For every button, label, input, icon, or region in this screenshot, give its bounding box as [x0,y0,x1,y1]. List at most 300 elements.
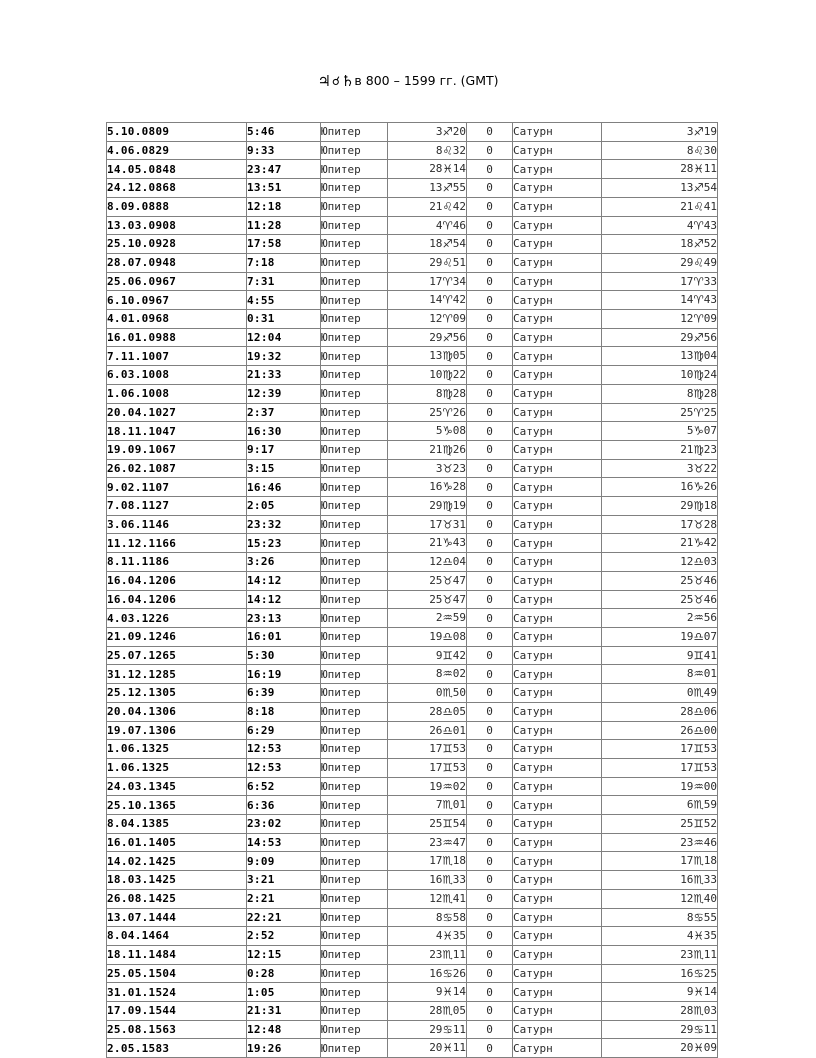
cell-time: 3:15 [247,459,321,478]
cell-time: 21:33 [247,366,321,385]
cell-orb: 0 [467,291,513,310]
cell-body-jupiter: Юпитер [321,422,388,441]
degrees-value: 18 [429,237,443,251]
zodiac-sign-icon: ♓ [693,161,704,176]
cell-date: 31.01.1524 [107,983,247,1002]
cell-orb: 0 [467,777,513,796]
degrees-value: 4 [435,929,443,943]
zodiac-sign-icon: ♒ [693,779,704,794]
cell-position-jupiter [388,422,467,441]
degrees-value: 13 [680,181,694,195]
degrees-value: 28 [680,162,694,176]
minutes-value: 52 [703,237,717,251]
cell-body-saturn: Сатурн [513,833,602,852]
degrees-value: 8 [686,910,694,924]
cell-body-saturn: Сатурн [513,478,602,497]
cell-time: 12:53 [247,758,321,777]
zodiac-sign-icon: ♏ [442,797,453,812]
minutes-value: 05 [452,704,466,718]
degrees-value: 4 [435,218,443,232]
cell-position-saturn [602,422,718,441]
cell-body-saturn: Сатурн [513,815,602,834]
cell-position-saturn [602,833,718,852]
minutes-value: 54 [703,181,717,195]
cell-orb: 0 [467,665,513,684]
cell-date: 1.06.1325 [107,758,247,777]
cell-time: 16:30 [247,422,321,441]
cell-position-jupiter [388,983,467,1002]
table-row [107,216,718,235]
table-row [107,665,718,684]
table-row [107,889,718,908]
degrees-value: 17 [429,742,443,756]
degrees-value: 20 [429,1041,443,1055]
cell-body-jupiter: Юпитер [321,758,388,777]
cell-body-jupiter: Юпитер [321,702,388,721]
zodiac-sign-icon: ♓ [442,928,453,943]
minutes-value: 07 [703,424,717,438]
zodiac-sign-icon: ♉ [442,461,453,476]
cell-position-jupiter [388,721,467,740]
cell-orb: 0 [467,440,513,459]
degrees-value: 21 [429,199,443,213]
minutes-value: 42 [703,536,717,550]
degrees-value: 29 [680,1022,694,1036]
table-row [107,758,718,777]
minutes-value: 14 [703,985,717,999]
zodiac-sign-icon: ♏ [693,872,704,887]
cell-body-saturn: Сатурн [513,1020,602,1039]
minutes-value: 50 [452,686,466,700]
cell-time: 8:18 [247,702,321,721]
zodiac-sign-icon: ♒ [442,610,453,625]
cell-orb: 0 [467,609,513,628]
cell-position-jupiter [388,908,467,927]
table-row [107,646,718,665]
zodiac-sign-icon: ♓ [442,1040,453,1055]
degrees-value: 8 [435,667,443,681]
cell-date: 25.05.1504 [107,964,247,983]
conjunction-icon: ☌ [331,74,340,88]
cell-body-saturn: Сатурн [513,684,602,703]
cell-body-jupiter: Юпитер [321,253,388,272]
degrees-value: 23 [680,835,694,849]
cell-position-saturn [602,740,718,759]
zodiac-sign-icon: ♏ [442,872,453,887]
minutes-value: 46 [452,218,466,232]
cell-position-jupiter [388,590,467,609]
cell-date: 13.03.0908 [107,216,247,235]
cell-position-saturn [602,291,718,310]
cell-body-saturn: Сатурн [513,160,602,179]
degrees-value: 9 [435,648,443,662]
degrees-value: 12 [429,891,443,905]
cell-date: 31.12.1285 [107,665,247,684]
zodiac-sign-icon: ♐ [693,180,704,195]
cell-position-saturn [602,235,718,254]
zodiac-sign-icon: ♌ [693,199,704,214]
cell-date: 4.06.0829 [107,141,247,160]
cell-time: 6:52 [247,777,321,796]
cell-position-jupiter [388,179,467,198]
minutes-value: 41 [703,199,717,213]
table-row [107,197,718,216]
cell-body-jupiter: Юпитер [321,515,388,534]
zodiac-sign-icon: ♎ [442,704,453,719]
zodiac-sign-icon: ♏ [442,853,453,868]
cell-position-saturn [602,609,718,628]
cell-orb: 0 [467,160,513,179]
minutes-value: 32 [452,143,466,157]
minutes-value: 34 [452,274,466,288]
cell-body-jupiter: Юпитер [321,328,388,347]
minutes-value: 49 [703,686,717,700]
conjunctions-table [106,122,718,1058]
degrees-value: 0 [435,686,443,700]
minutes-value: 23 [703,442,717,456]
degrees-value: 21 [429,442,443,456]
zodiac-sign-icon: ♓ [442,161,453,176]
degrees-value: 8 [435,910,443,924]
minutes-value: 52 [703,817,717,831]
cell-body-saturn: Сатурн [513,440,602,459]
minutes-value: 26 [703,480,717,494]
zodiac-sign-icon: ♈ [442,405,453,420]
cell-body-saturn: Сатурн [513,515,602,534]
cell-date: 16.01.1405 [107,833,247,852]
degrees-value: 16 [429,966,443,980]
table-row [107,815,718,834]
degrees-value: 5 [435,424,443,438]
table-row [107,721,718,740]
zodiac-sign-icon: ♍ [442,367,453,382]
zodiac-sign-icon: ♎ [442,723,453,737]
cell-orb: 0 [467,964,513,983]
minutes-value: 22 [703,461,717,475]
cell-body-jupiter: Юпитер [321,1002,388,1021]
cell-body-saturn: Сатурн [513,553,602,572]
degrees-value: 25 [429,573,443,587]
degrees-value: 21 [680,442,694,456]
minutes-value: 14 [452,985,466,999]
degrees-value: 23 [429,835,443,849]
cell-position-saturn [602,927,718,946]
cell-date: 28.07.0948 [107,253,247,272]
minutes-value: 11 [452,1022,466,1036]
degrees-value: 17 [429,760,443,774]
table-row [107,1039,718,1058]
minutes-value: 22 [452,368,466,382]
zodiac-sign-icon: ♓ [442,984,453,999]
cell-orb: 0 [467,347,513,366]
cell-body-jupiter: Юпитер [321,796,388,815]
degrees-value: 28 [680,704,694,718]
cell-position-saturn [602,627,718,646]
degrees-value: 2 [435,611,443,625]
minutes-value: 31 [452,517,466,531]
cell-position-jupiter [388,123,467,142]
cell-orb: 0 [467,553,513,572]
conjunctions-table-body [107,123,718,1058]
minutes-value: 18 [703,499,717,513]
cell-body-saturn: Сатурн [513,609,602,628]
cell-time: 4:55 [247,291,321,310]
table-row [107,945,718,964]
cell-position-jupiter [388,702,467,721]
cell-date: 7.08.1127 [107,497,247,516]
cell-orb: 0 [467,1020,513,1039]
cell-date: 6.03.1008 [107,366,247,385]
minutes-value: 25 [703,966,717,980]
cell-time: 23:47 [247,160,321,179]
cell-position-jupiter [388,833,467,852]
degrees-value: 17 [429,854,443,868]
cell-position-jupiter [388,216,467,235]
zodiac-sign-icon: ♊ [693,741,704,756]
cell-date: 18.03.1425 [107,871,247,890]
minutes-value: 56 [452,330,466,344]
cell-date: 14.05.0848 [107,160,247,179]
cell-orb: 0 [467,310,513,329]
degrees-value: 29 [429,330,443,344]
cell-time: 19:26 [247,1039,321,1058]
zodiac-sign-icon: ♉ [442,517,453,532]
cell-body-saturn: Сатурн [513,123,602,142]
zodiac-sign-icon: ♎ [693,554,704,569]
zodiac-sign-icon: ♉ [693,573,704,588]
degrees-value: 5 [686,424,694,438]
minutes-value: 55 [452,181,466,195]
cell-orb: 0 [467,852,513,871]
cell-body-jupiter: Юпитер [321,403,388,422]
degrees-value: 9 [686,985,694,999]
degrees-value: 29 [680,255,694,269]
zodiac-sign-icon: ♒ [693,835,704,850]
minutes-value: 26 [452,405,466,419]
cell-position-jupiter [388,553,467,572]
cell-body-saturn: Сатурн [513,908,602,927]
degrees-value: 17 [680,854,694,868]
table-row [107,553,718,572]
zodiac-sign-icon: ♏ [693,853,704,868]
zodiac-sign-icon: ♋ [693,966,704,981]
cell-time: 23:13 [247,609,321,628]
cell-position-jupiter [388,609,467,628]
minutes-value: 28 [452,386,466,400]
cell-body-saturn: Сатурн [513,796,602,815]
zodiac-sign-icon: ♊ [442,816,453,831]
zodiac-sign-icon: ♍ [442,386,453,401]
cell-body-saturn: Сатурн [513,758,602,777]
cell-orb: 0 [467,571,513,590]
table-row [107,310,718,329]
cell-date: 25.06.0967 [107,272,247,291]
cell-body-saturn: Сатурн [513,1039,602,1058]
minutes-value: 35 [703,929,717,943]
degrees-value: 10 [429,368,443,382]
cell-position-saturn [602,758,718,777]
cell-date: 8.04.1464 [107,927,247,946]
table-row [107,123,718,142]
cell-orb: 0 [467,403,513,422]
table-row [107,235,718,254]
table-row [107,347,718,366]
cell-orb: 0 [467,945,513,964]
zodiac-sign-icon: ♎ [442,629,453,644]
cell-time: 12:39 [247,384,321,403]
degrees-value: 16 [429,873,443,887]
minutes-value: 28 [703,386,717,400]
cell-body-jupiter: Юпитер [321,609,388,628]
cell-body-saturn: Сатурн [513,665,602,684]
cell-position-jupiter [388,515,467,534]
degrees-value: 28 [429,162,443,176]
cell-position-jupiter [388,964,467,983]
zodiac-sign-icon: ♐ [693,330,704,345]
cell-body-jupiter: Юпитер [321,684,388,703]
cell-time: 9:09 [247,852,321,871]
minutes-value: 49 [703,255,717,269]
degrees-value: 25 [429,592,443,606]
cell-body-saturn: Сатурн [513,889,602,908]
cell-body-saturn: Сатурн [513,740,602,759]
zodiac-sign-icon: ♈ [693,274,704,289]
zodiac-sign-icon: ♎ [693,629,704,644]
cell-time: 1:05 [247,983,321,1002]
table-row [107,422,718,441]
minutes-value: 20 [452,125,466,138]
cell-date: 14.02.1425 [107,852,247,871]
zodiac-sign-icon: ♊ [693,648,704,663]
cell-position-saturn [602,515,718,534]
cell-body-saturn: Сатурн [513,384,602,403]
cell-date: 25.12.1305 [107,684,247,703]
cell-body-saturn: Сатурн [513,366,602,385]
degrees-value: 12 [680,891,694,905]
cell-orb: 0 [467,1039,513,1058]
cell-time: 6:29 [247,721,321,740]
cell-body-saturn: Сатурн [513,964,602,983]
cell-body-jupiter: Юпитер [321,197,388,216]
cell-date: 2.05.1583 [107,1039,247,1058]
degrees-value: 29 [429,1022,443,1036]
degrees-value: 20 [680,1041,694,1055]
cell-orb: 0 [467,515,513,534]
cell-position-jupiter [388,347,467,366]
cell-body-saturn: Сатурн [513,347,602,366]
minutes-value: 18 [452,854,466,868]
minutes-value: 09 [452,312,466,326]
minutes-value: 59 [703,798,717,812]
zodiac-sign-icon: ♏ [693,891,704,906]
cell-orb: 0 [467,497,513,516]
zodiac-sign-icon: ♋ [693,910,704,925]
cell-position-jupiter [388,777,467,796]
table-row [107,253,718,272]
minutes-value: 51 [452,255,466,269]
table-row [107,291,718,310]
minutes-value: 53 [703,760,717,774]
cell-position-saturn [602,459,718,478]
cell-orb: 0 [467,366,513,385]
cell-orb: 0 [467,272,513,291]
cell-time: 21:31 [247,1002,321,1021]
cell-body-saturn: Сатурн [513,497,602,516]
cell-position-jupiter [388,235,467,254]
table-row [107,515,718,534]
cell-orb: 0 [467,758,513,777]
minutes-value: 02 [452,667,466,681]
cell-body-jupiter: Юпитер [321,123,388,142]
minutes-value: 05 [452,349,466,363]
cell-position-jupiter [388,889,467,908]
degrees-value: 28 [429,704,443,718]
minutes-value: 05 [452,1004,466,1018]
cell-orb: 0 [467,908,513,927]
cell-time: 14:12 [247,571,321,590]
zodiac-sign-icon: ♐ [693,236,704,251]
cell-date: 18.11.1047 [107,422,247,441]
cell-body-saturn: Сатурн [513,1002,602,1021]
degrees-value: 23 [429,947,443,961]
cell-position-saturn [602,796,718,815]
degrees-value: 29 [429,255,443,269]
zodiac-sign-icon: ♈ [693,292,704,307]
cell-body-saturn: Сатурн [513,310,602,329]
table-row [107,927,718,946]
cell-position-saturn [602,272,718,291]
zodiac-sign-icon: ♐ [442,330,453,345]
cell-body-jupiter: Юпитер [321,272,388,291]
minutes-value: 43 [703,218,717,232]
cell-position-saturn [602,815,718,834]
zodiac-sign-icon: ♋ [693,1022,704,1037]
cell-time: 14:12 [247,590,321,609]
degrees-value: 17 [429,517,443,531]
degrees-value: 19 [680,779,694,793]
table-row [107,384,718,403]
cell-date: 20.04.1027 [107,403,247,422]
minutes-value: 58 [452,910,466,924]
minutes-value: 42 [452,293,466,307]
table-row [107,833,718,852]
cell-time: 2:05 [247,497,321,516]
minutes-value: 14 [452,162,466,176]
cell-time: 7:31 [247,272,321,291]
cell-position-jupiter [388,945,467,964]
zodiac-sign-icon: ♍ [693,367,704,382]
cell-body-saturn: Сатурн [513,571,602,590]
minutes-value: 08 [452,424,466,438]
cell-orb: 0 [467,197,513,216]
table-row [107,908,718,927]
cell-body-jupiter: Юпитер [321,235,388,254]
zodiac-sign-icon: ♐ [442,180,453,195]
cell-date: 8.04.1385 [107,815,247,834]
cell-position-jupiter [388,459,467,478]
cell-orb: 0 [467,646,513,665]
cell-position-jupiter [388,646,467,665]
cell-position-saturn [602,646,718,665]
cell-body-jupiter: Юпитер [321,478,388,497]
minutes-value: 54 [452,817,466,831]
cell-body-jupiter: Юпитер [321,590,388,609]
table-row [107,964,718,983]
minutes-value: 07 [703,629,717,643]
cell-time: 12:15 [247,945,321,964]
minutes-value: 47 [452,835,466,849]
cell-time: 9:17 [247,440,321,459]
